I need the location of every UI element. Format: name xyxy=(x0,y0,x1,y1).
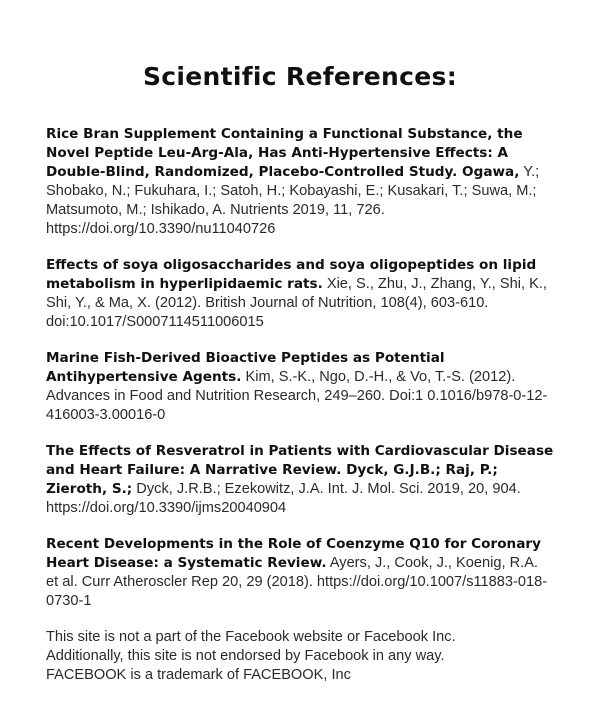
reference-item-3 xyxy=(46,349,554,425)
reference-item-2 xyxy=(46,256,554,332)
reference-citation: Kim, S.-K., Ngo, D.-H., & Vo, T.-S. (2012). Advances in Food and Nutrition Research, 249–260. Doi:1 0.1016/b978-0-12-416003-3.00016-0 xyxy=(46,369,548,423)
reference-citation: Xie, S., Zhu, J., Zhang, Y., Shi, K., Shi, Y., & Ma, X. (2012). British Journal of Nutrition, 108(4), 603-610. doi:10.1017/S0007114511006015 xyxy=(46,276,547,330)
reference-title: The Effects of Resveratrol in Patients with Cardiovascular Disease and Heart Failure: A Narrative Review. Dyck, G.J.B.; Raj, P.; Zieroth, S.; xyxy=(46,443,554,497)
reference-list xyxy=(46,125,554,611)
reference-citation: Ayers, J., Cook, J., Koenig, R.A. et al. Curr Atheroscler Rep 20, 29 (2018). https://doi.org/10.1007/s11883-018-0730-1 xyxy=(46,555,548,609)
reference-title: Marine Fish-Derived Bioactive Peptides as Potential Antihypertensive Agents. xyxy=(46,350,445,385)
facebook-disclaimer xyxy=(46,628,554,685)
reference-item-5 xyxy=(46,535,554,611)
disclaimer-line: FACEBOOK is a trademark of FACEBOOK, Inc xyxy=(46,667,351,683)
reference-title: Rice Bran Supplement Containing a Functional Substance, the Novel Peptide Leu-Arg-Ala, Has Anti-Hypertensive Effects: A Double-Blind, Randomized, Placebo-Controlled Study. Ogawa, xyxy=(46,126,523,180)
reference-citation: Dyck, J.R.B.; Ezekowitz, J.A. Int. J. Mol. Sci. 2019, 20, 904. https://doi.org/10.3390/ijms20040904 xyxy=(46,481,521,516)
reference-title: Effects of soya oligosaccharides and soya oligopeptides on lipid metabolism in hyperlipidaemic rats. xyxy=(46,257,537,292)
page-title: Scientific References: xyxy=(142,62,457,91)
reference-item-1 xyxy=(46,125,554,239)
reference-title: Recent Developments in the Role of Coenzyme Q10 for Coronary Heart Disease: a Systematic Review. xyxy=(46,536,541,571)
reference-item-4 xyxy=(46,442,554,518)
disclaimer-line: Additionally, this site is not endorsed by Facebook in any way. xyxy=(46,648,445,664)
reference-citation: Y.; Shobako, N.; Fukuhara, I.; Satoh, H.; Kobayashi, E.; Kusakari, T.; Suwa, M.; Matsumoto, M.; Ishikado, A. Nutrients 2019, 11, 726. https://doi.org/10.3390/nu11040726 xyxy=(46,164,540,237)
disclaimer-line: This site is not a part of the Facebook website or Facebook Inc. xyxy=(46,629,456,645)
